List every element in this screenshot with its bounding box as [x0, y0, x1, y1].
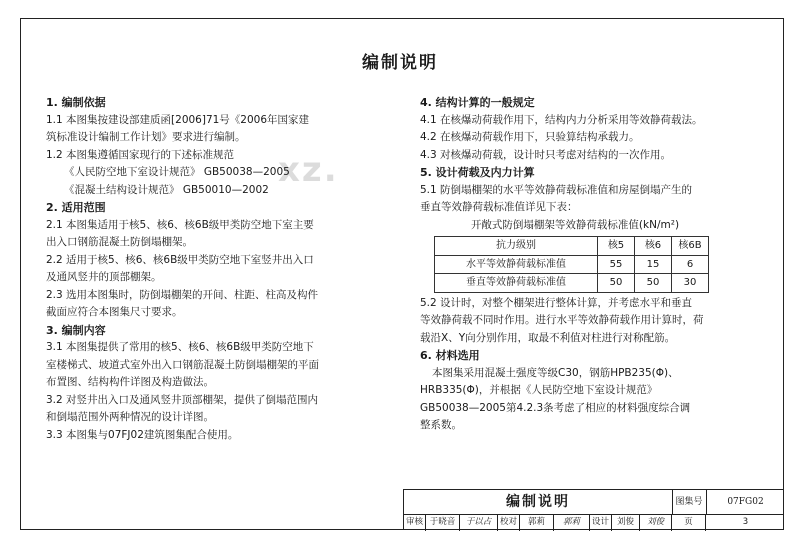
para-3-1a: 3.1 本图集提供了常用的核5、核6、核6B级甲类防空地下: [46, 341, 314, 353]
para-6-1a: 本图集采用混凝土强度等级C30，钢筋HPB235(Φ)、: [432, 366, 679, 379]
section-2-heading: 2. 适用范围: [46, 201, 106, 214]
standard-2: 《混凝土结构设计规范》 GB50010—2002: [64, 183, 269, 196]
table-row: [435, 255, 709, 274]
para-2-3b: 截面应符合本图集尺寸要求。: [46, 306, 183, 318]
reviewer-name: 于晓音: [426, 514, 460, 531]
table-cell: 30: [672, 274, 709, 293]
para-1-2: 1.2 本图集遵循国家现行的下述标准规范: [46, 148, 235, 161]
table-header-cell: 核6B: [672, 237, 709, 256]
checker-signature: 郭莉: [554, 514, 590, 531]
para-4-1: 4.1 在核爆动荷载作用下，结构内力分析采用等效静荷载法。: [420, 113, 703, 126]
para-3-2b: 和倒塌范围外两种情况的设计详图。: [46, 411, 214, 423]
para-3-2a: 3.2 对竖井出入口及通风竖井顶部棚架，提供了倒塌范围内: [46, 393, 319, 406]
para-2-1b: 出入口钢筋混凝土防倒塌棚架。: [46, 236, 193, 248]
page-label: 页: [672, 514, 706, 531]
designer-name: 刘俊: [612, 514, 640, 531]
para-5-1b: 垂直等效静荷载标准值详见下表：: [420, 201, 578, 213]
title-block-main-title: 编制说明: [404, 490, 673, 514]
check-label: 校对: [498, 514, 520, 531]
watermark: xz.: [278, 150, 339, 190]
para-6-1d: 整系数。: [420, 419, 462, 431]
table-header-cell: 抗力级别: [435, 237, 598, 256]
para-5-2c: 载沿X、Y向分别作用，取最不利值对柱进行对称配筋。: [420, 331, 676, 344]
table-cell: 55: [598, 255, 635, 274]
reviewer-signature: 于以占: [460, 514, 498, 531]
section-3-heading: 3. 编制内容: [46, 323, 106, 337]
title-block: [403, 489, 784, 530]
para-2-3a: 2.3 选用本图集时，防倒塌棚架的开间、柱距、柱高及构件: [46, 288, 319, 301]
para-5-2a: 5.2 设计时，对整个棚架进行整体计算，并考虑水平和垂直: [420, 296, 693, 309]
table-header-row: [435, 237, 709, 256]
para-2-2b: 及通风竖井的顶部棚架。: [46, 271, 162, 283]
para-3-3: 3.3 本图集与07FJ02建筑图集配合使用。: [46, 428, 239, 441]
table-title: 开敞式防倒塌棚架等效静荷载标准值(kN/m²): [470, 218, 680, 231]
para-2-2a: 2.2 适用于核5、核6、核6B级甲类防空地下室竖井出入口: [46, 253, 314, 266]
para-5-2b: 等效静荷载不同时作用。进行水平等效静荷载作用计算时，荷: [420, 314, 704, 326]
standard-1: 《人民防空地下室设计规范》 GB50038—2005: [64, 166, 290, 178]
table-cell: 6: [672, 255, 709, 274]
table-cell: 垂直等效静荷载标准值: [435, 274, 598, 293]
para-1-1b: 筑标准设计编制工作计划》要求进行编制。: [46, 131, 246, 143]
para-5-1a: 5.1 防倒塌棚架的水平等效静荷载标准值和房屋倒塌产生的: [420, 183, 693, 196]
page-title: 编制说明: [362, 53, 438, 73]
section-1-heading: 1. 编制依据: [46, 96, 106, 109]
table-cell: 50: [598, 274, 635, 293]
table-cell: 50: [635, 274, 672, 293]
para-6-1c: GB50038—2005第4.2.3条考虑了相应的材料强度综合调: [420, 401, 691, 414]
para-4-2: 4.2 在核爆动荷载作用下，只验算结构承载力。: [420, 131, 640, 143]
para-3-1c: 布置图、结构构件详图及构造做法。: [46, 376, 214, 388]
atlas-number-label: 图集号: [672, 490, 707, 514]
para-6-1b: HRB335(Φ)，并根据《人民防空地下室设计规范》: [420, 384, 658, 396]
section-6-heading: 6. 材料选用: [420, 349, 480, 362]
load-table: [434, 236, 709, 293]
right-column: [420, 94, 760, 435]
para-4-3: 4.3 对核爆动荷载，设计时只考虑对结构的一次作用。: [420, 148, 672, 161]
atlas-number: 07FG02: [727, 497, 764, 507]
left-column: [46, 94, 376, 444]
review-label: 审核: [404, 514, 426, 531]
design-label: 设计: [590, 514, 612, 531]
section-4-heading: 4. 结构计算的一般规定: [420, 96, 535, 109]
section-5-heading: 5. 设计荷载及内力计算: [420, 166, 535, 179]
table-cell: 水平等效静荷载标准值: [435, 255, 598, 274]
table-header-cell: 核6: [635, 237, 672, 256]
table-row: [435, 274, 709, 293]
designer-signature: 刘俊: [640, 514, 672, 531]
checker-name: 郭莉: [520, 514, 554, 531]
table-cell: 15: [635, 255, 672, 274]
para-3-1b: 室楼梯式、坡道式室外出入口钢筋混凝土防倒塌棚架的平面: [46, 358, 319, 371]
page-number: 3: [742, 517, 749, 527]
para-1-1a: 1.1 本图集按建设部建质函[2006]71号《2006年国家建: [46, 113, 310, 126]
table-header-cell: 核5: [598, 237, 635, 256]
para-2-1a: 2.1 本图集适用于核5、核6、核6B级甲类防空地下室主要: [46, 218, 314, 231]
